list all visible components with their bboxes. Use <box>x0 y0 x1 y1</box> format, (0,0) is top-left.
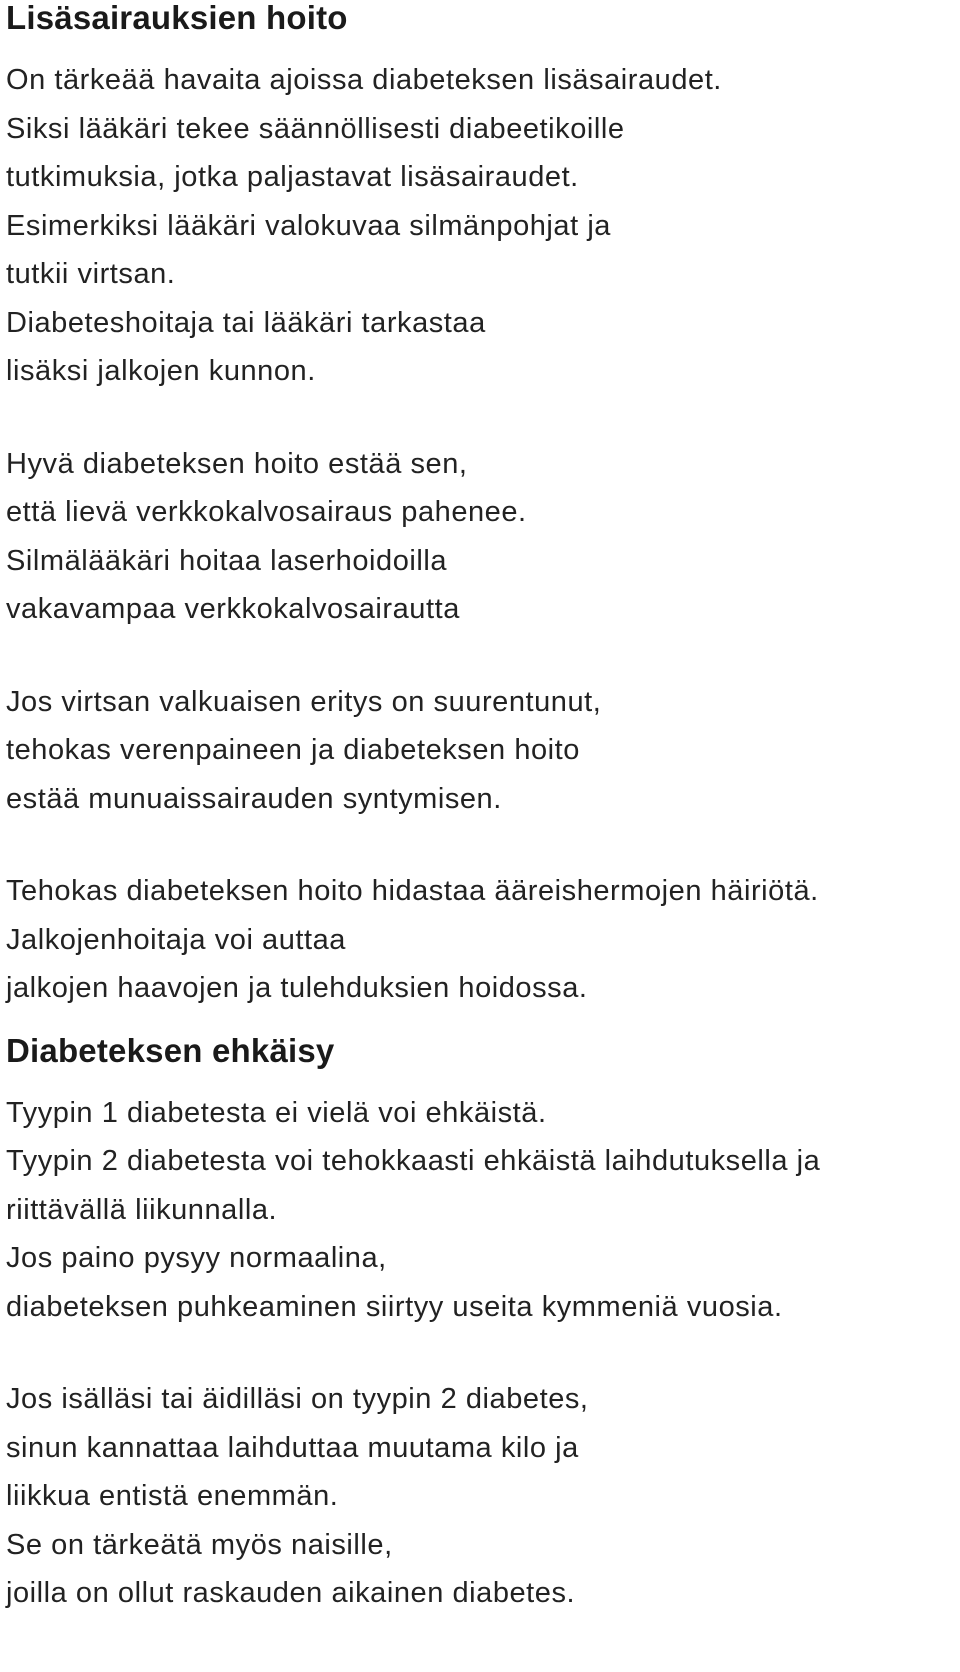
text-line: Hyvä diabeteksen hoito estää sen, <box>6 447 468 480</box>
text-line: diabeteksen puhkeaminen siirtyy useita kymmeniä vuosia. <box>6 1290 783 1323</box>
text-line: jalkojen haavojen ja tulehduksien hoidossa. <box>6 972 588 1004</box>
text-line: Jos paino pysyy normaalina, <box>6 1242 387 1274</box>
text-line: tutkimuksia, jotka paljastavat lisäsairaudet. <box>6 161 579 193</box>
text-line: Esimerkiksi lääkäri valokuvaa silmänpohjat ja <box>6 209 611 242</box>
text-line: estää munuaissairauden syntymisen. <box>6 782 502 815</box>
text-line: On tärkeää havaita ajoissa diabeteksen lisäsairaudet. <box>6 64 722 96</box>
paragraph-complications-intro <box>6 56 956 396</box>
text-line: Tyypin 1 diabetesta ei vielä voi ehkäistä. <box>6 1096 547 1129</box>
paragraph-family-risk <box>6 1375 956 1618</box>
text-line: lisäksi jalkojen kunnon. <box>6 355 316 387</box>
text-line: Se on tärkeätä myös naisille, <box>6 1528 393 1561</box>
text-line: Jos virtsan valkuaisen eritys on suurentunut, <box>6 685 602 718</box>
paragraph-neuropathy <box>6 867 956 1013</box>
text-line: Diabeteshoitaja tai lääkäri tarkastaa <box>6 306 486 339</box>
document-page <box>6 0 956 1618</box>
text-line: riittävällä liikunnalla. <box>6 1193 278 1226</box>
text-line: Silmälääkäri hoitaa laserhoidoilla <box>6 544 448 577</box>
section-heading-prevention: Diabeteksen ehkäisy <box>6 1031 335 1069</box>
text-line: tutkii virtsan. <box>6 258 176 290</box>
text-line: vakavampaa verkkokalvosairautta <box>6 593 460 625</box>
text-line: että lievä verkkokalvosairaus pahenee. <box>6 496 527 528</box>
text-line: liikkua entistä enemmän. <box>6 1480 339 1512</box>
text-line: Siksi lääkäri tekee säännöllisesti diabeetikoille <box>6 112 625 145</box>
text-line: Jos isälläsi tai äidilläsi on tyypin 2 diabetes, <box>6 1383 589 1415</box>
paragraph-kidney <box>6 678 956 824</box>
text-line: tehokas verenpaineen ja diabeteksen hoito <box>6 734 580 766</box>
text-line: Tyypin 2 diabetesta voi tehokkaasti ehkäistä laihdutuksella ja <box>6 1145 821 1177</box>
section-heading-complications: Lisäsairauksien hoito <box>6 0 348 36</box>
text-line: sinun kannattaa laihduttaa muutama kilo ja <box>6 1431 579 1464</box>
text-line: Tehokas diabeteksen hoito hidastaa ääreishermojen häiriötä. <box>6 875 819 907</box>
text-line: joilla on ollut raskauden aikainen diabetes. <box>6 1577 576 1609</box>
paragraph-prevention <box>6 1089 956 1332</box>
text-line: Jalkojenhoitaja voi auttaa <box>6 923 346 956</box>
paragraph-retinopathy <box>6 440 956 634</box>
